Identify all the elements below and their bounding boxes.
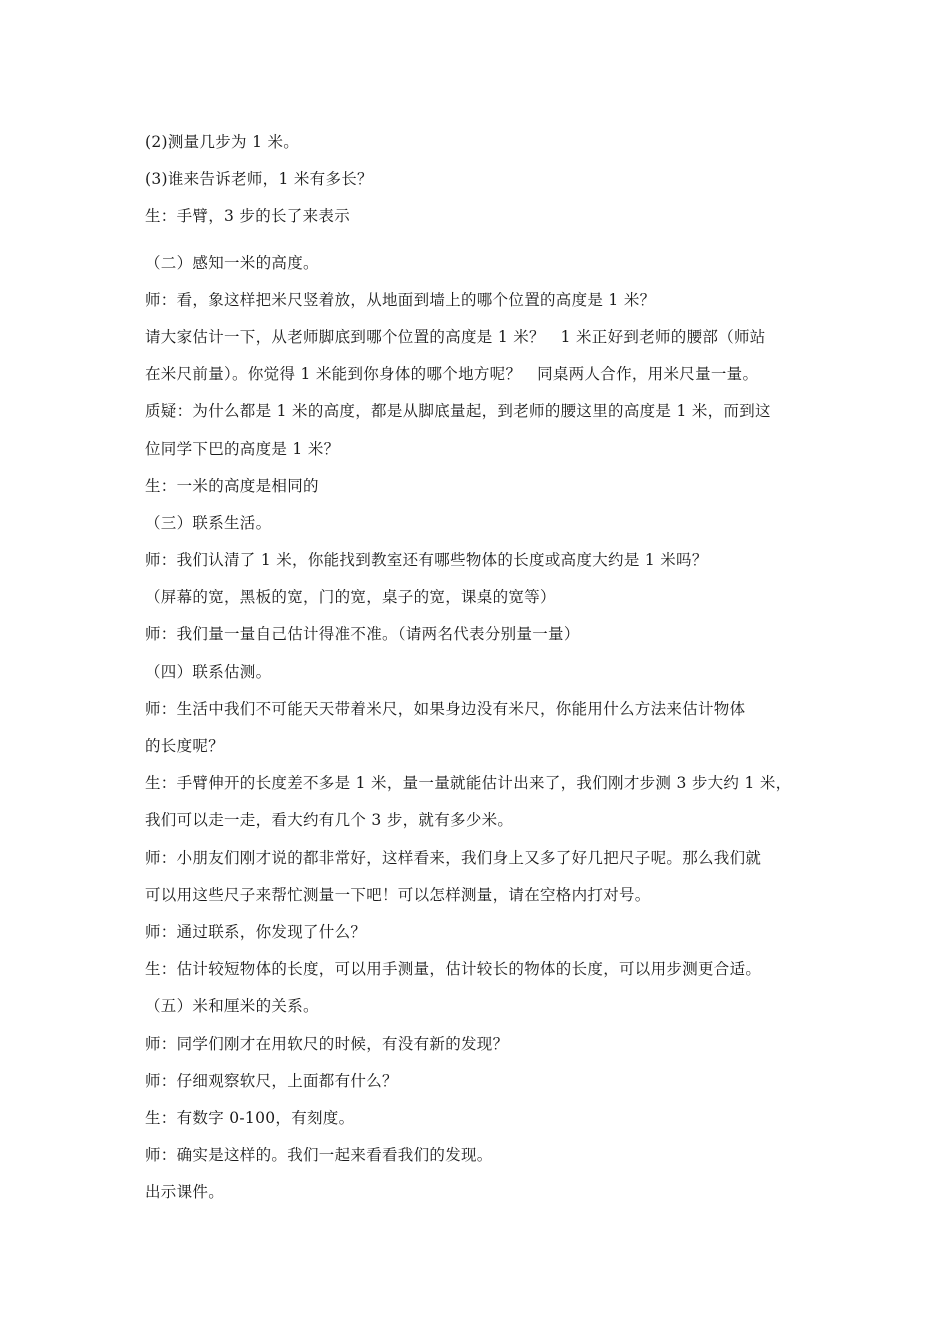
text-line: 位同学下巴的高度是 1 米？ xyxy=(145,439,340,458)
text-line: 生：有数字 0-100，有刻度。 xyxy=(145,1108,355,1127)
text-line: 生：估计较短物体的长度，可以用手测量，估计较长的物体的长度，可以用步测更合适。 xyxy=(145,960,762,979)
text-line: 质疑：为什么都是 1 米的高度，都是从脚底量起，到老师的腰这里的高度是 1 米，而到这 xyxy=(145,402,771,421)
text-line: 师：同学们刚才在用软尺的时候，有没有新的发现？ xyxy=(145,1034,509,1053)
text-line: 的长度呢？ xyxy=(145,737,225,755)
text-line: 师：仔细观察软尺，上面都有什么？ xyxy=(145,1071,398,1090)
section-heading: （三）联系生活。 xyxy=(145,513,272,532)
text-line: 生：一米的高度是相同的 xyxy=(145,476,319,495)
text-line: (3)谁来告诉老师，1 米有多长？ xyxy=(145,170,373,189)
text-line: 师：确实是这样的。我们一起来看看我们的发现。 xyxy=(145,1146,493,1165)
section-heading: （二）感知一米的高度。 xyxy=(145,253,319,272)
text-line: 我们可以走一走，看大约有几个 3 步，就有多少米。 xyxy=(145,811,514,830)
text-line: 师：通过联系，你发现了什么？ xyxy=(145,922,367,941)
text-line: 生：手臂，3 步的长了来表示 xyxy=(145,207,350,226)
text-line: 师：看，象这样把米尺竖着放，从地面到墙上的哪个位置的高度是 1 米？ xyxy=(145,290,656,309)
text-line: 生：手臂伸开的长度差不多是 1 米，量一量就能估计出来了，我们刚才步测 3 步大约 1 米， xyxy=(145,774,792,793)
text-line: 请大家估计一下，从老师脚底到哪个位置的高度是 1 米？ 1 米正好到老师的腰部（师站 xyxy=(145,327,766,346)
text-line: 在米尺前量）。你觉得 1 米能到你身体的哪个地方呢？ 同桌两人合作，用米尺量一量。 xyxy=(145,365,759,384)
section-heading: （四）联系估测。 xyxy=(145,662,272,681)
text-line: 师：我们量一量自己估计得准不准。（请两名代表分别量一量） xyxy=(145,625,580,644)
paragraph-gap xyxy=(145,236,817,245)
document-body xyxy=(145,124,817,1211)
text-line: 出示课件。 xyxy=(145,1183,225,1202)
text-line: 可以用这些尺子来帮忙测量一下吧！可以怎样测量，请在空格内打对号。 xyxy=(145,885,651,904)
text-line: (2)测量几步为 1 米。 xyxy=(145,133,300,151)
section-heading: （五）米和厘米的关系。 xyxy=(145,997,319,1016)
text-line: 师：我们认清了 1 米，你能找到教室还有哪些物体的长度或高度大约是 1 米吗？ xyxy=(145,551,708,570)
text-line: 师：小朋友们刚才说的都非常好，这样看来，我们身上又多了好几把尺子呢。那么我们就 xyxy=(145,848,762,867)
text-line: （屏幕的宽，黑板的宽，门的宽，桌子的宽，课桌的宽等） xyxy=(145,588,556,607)
text-line: 师：生活中我们不可能天天带着米尺，如果身边没有米尺，你能用什么方法来估计物体 xyxy=(145,699,746,718)
